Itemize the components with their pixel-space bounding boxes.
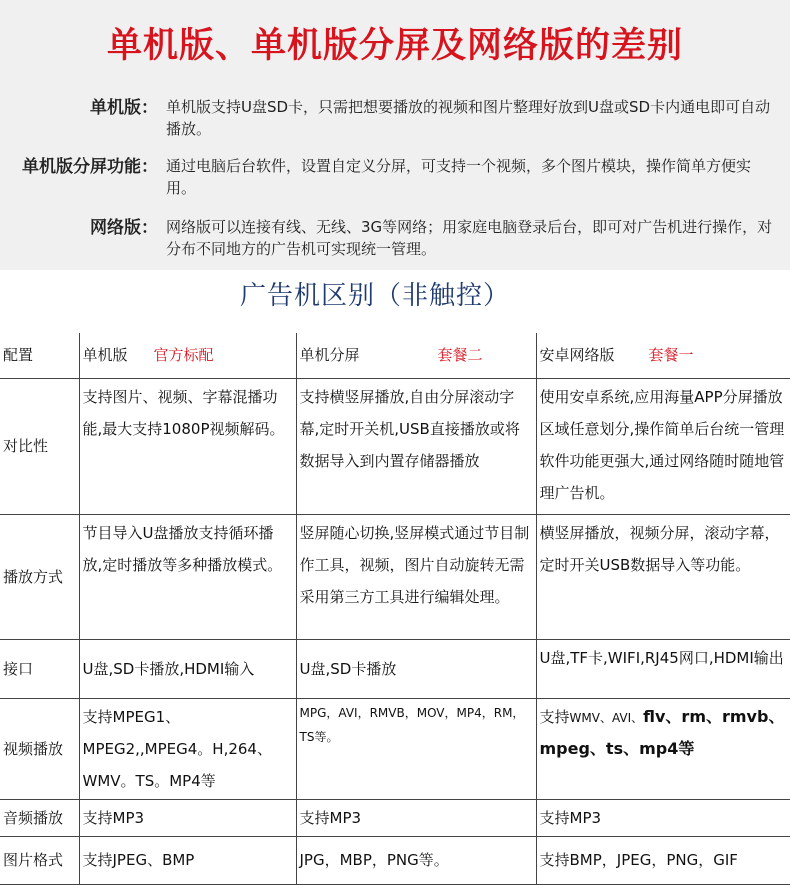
table-cell: U盘,SD卡播放,HDMI输入 (79, 639, 296, 698)
table-row (0, 639, 790, 698)
header-label: 配置 (0, 333, 79, 378)
header-cell-android (536, 333, 790, 378)
intro-item-text: 单机版支持U盘SD卡，只需把想要播放的视频和图片整理好放到U盘或SD卡内通电即可自动播放。 (166, 98, 771, 138)
table-cell: U盘,SD卡播放 (296, 639, 536, 698)
column-name: 安卓网络版 (539, 346, 615, 365)
column-name: 单机分屏 (299, 346, 360, 365)
row-label: 对比性 (0, 378, 79, 514)
intro-item-label: 单机版分屏功能： (22, 157, 158, 177)
page-title: 单机版、单机版分屏及网络版的差别 (106, 26, 683, 66)
intro-item-split (0, 155, 790, 215)
cell-bold-text: flv、rm、rmvb、mpeg、ts、mp4等 (539, 706, 785, 758)
table-cell: 支持MP3 (79, 799, 296, 836)
row-label: 视频播放 (0, 698, 79, 799)
table-cell: 支持横竖屏播放,自由分屏滚动字幕,定时开关机,USB直接播放或将数据导入到内置存储器播放 (296, 378, 536, 514)
column-name: 单机版 (82, 346, 128, 365)
table-row (0, 836, 790, 884)
row-label: 播放方式 (0, 514, 79, 639)
table-cell: 支持BMP，JPEG，PNG，GIF (536, 836, 790, 884)
table-cell: 支持MP3 (296, 799, 536, 836)
table-cell: 横竖屏播放，视频分屏，滚动字幕，定时开关USB数据导入等功能。 (536, 514, 790, 639)
intro-item-text: 通过电脑后台软件，设置自定义分屏，可支持一个视频，多个图片模块，操作简单方便实用。 (166, 157, 752, 197)
table-row (0, 514, 790, 639)
table-title: 广告机区别（非触控） (239, 281, 510, 311)
table-row (0, 698, 790, 799)
column-tag: 套餐二 (437, 346, 483, 365)
intro-panel (0, 0, 790, 270)
header-cell-split (296, 333, 536, 378)
intro-item-label: 网络版： (90, 218, 158, 238)
row-label: 图片格式 (0, 836, 79, 884)
table-cell: 节目导入U盘播放支持循环播放,定时播放等多种播放模式。 (79, 514, 296, 639)
table-header-row (0, 333, 790, 378)
header-cell-standalone (79, 333, 296, 378)
table-row (0, 378, 790, 514)
table-cell: 竖屏随心切换,竖屏模式通过节目制作工具，视频，图片自动旋转无需采用第三方工具进行编辑处理。 (296, 514, 536, 639)
table-cell: JPG，MBP，PNG等。 (296, 836, 536, 884)
column-tag: 官方标配 (153, 346, 214, 365)
row-label: 接口 (0, 639, 79, 698)
cell-prefix: 支持 (539, 707, 570, 726)
table-cell: 使用安卓系统,应用海量APP分屏播放区域任意划分,操作简单后台统一管理软件功能更强大,通过网络随时随地管理广告机。 (536, 378, 790, 514)
table-cell: 支持MP3 (536, 799, 790, 836)
intro-item-text: 网络版可以连接有线、无线、3G等网络；用家庭电脑登录后台，即可对广告机进行操作，对分布不同地方的广告机可实现统一管理。 (166, 218, 773, 258)
cell-small-text: WMV、AVI、 (569, 710, 644, 725)
row-label: 音频播放 (0, 799, 79, 836)
table-cell: 支持MPEG1、MPEG2,,MPEG4。H,264、WMV。TS。MP4等 (79, 698, 296, 799)
table-row (0, 799, 790, 836)
comparison-table (0, 333, 790, 885)
intro-item-network (0, 216, 790, 276)
column-tag: 套餐一 (648, 346, 694, 365)
intro-item-label: 单机版： (90, 98, 158, 118)
table-cell: U盘,TF卡,WIFI,RJ45网口,HDMI输出 (536, 639, 790, 698)
table-cell: 支持JPEG、BMP (79, 836, 296, 884)
intro-item-standalone (0, 96, 790, 156)
table-cell (536, 698, 790, 799)
table-cell: 支持图片、视频、字幕混播功能,最大支持1080P视频解码。 (79, 378, 296, 514)
table-cell: MPG，AVI，RMVB，MOV，MP4，RM，TS等。 (296, 698, 536, 799)
